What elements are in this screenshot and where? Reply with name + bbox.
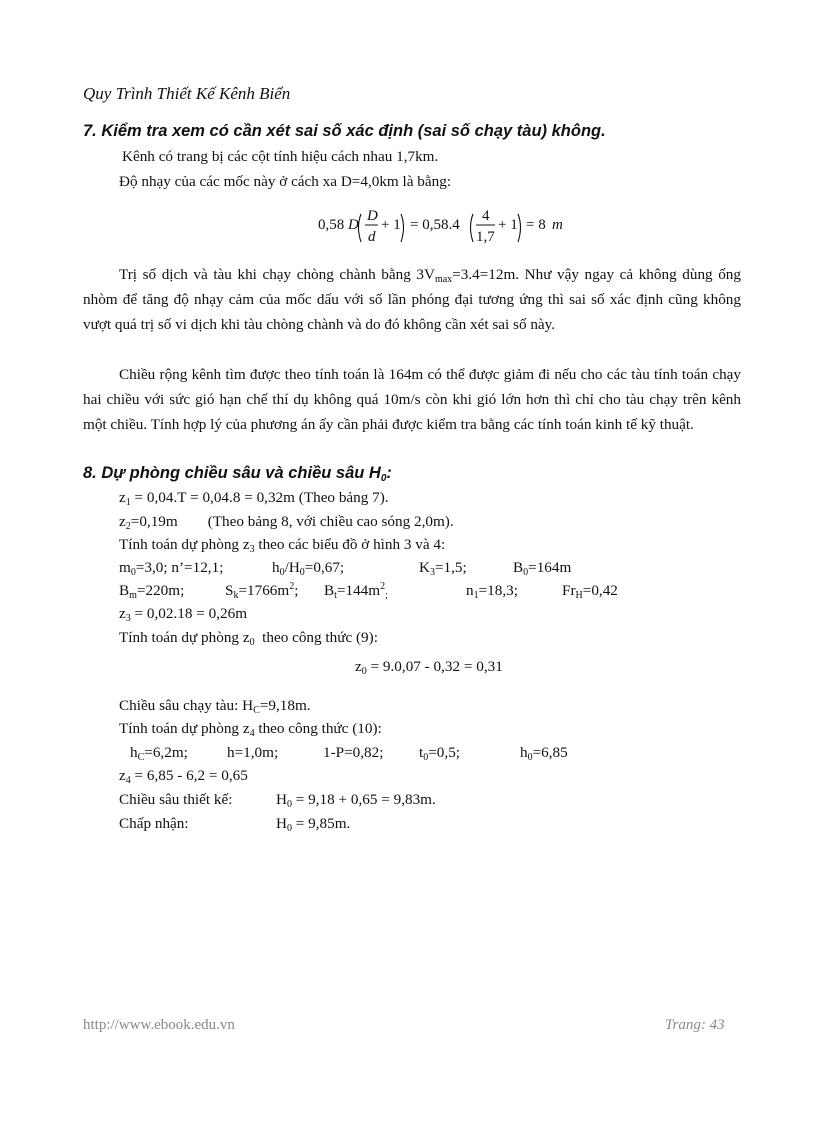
param-Sk: $S_k=1766m^2$; [225, 581, 299, 601]
param-Bm: $B_m=220m$; [119, 582, 185, 601]
paren-right-2 [518, 214, 521, 242]
accepted-label: Chấp nhận: [119, 815, 189, 832]
param-B0-val: =164m [528, 559, 572, 576]
param-h0H0-slash: /H [284, 559, 300, 576]
param-m0: $m_0=3,0$; n’=12,1; [119, 559, 224, 578]
z0-equation: $z_0 = 9.0,07 - 0,32 = 0,31$ [355, 658, 503, 677]
formula-coef: 0,58 [318, 217, 345, 233]
z4-text: = 6,85 - 6,2 = 0,65 [134, 767, 248, 784]
param-n1: $n_1=18,3$; [466, 582, 518, 601]
sensitivity-formula [318, 200, 578, 250]
z3-line: $z_3 = 0,02.18 = 0,26m$ [119, 605, 248, 624]
section-8-heading [83, 464, 392, 483]
formula-plus1b: + 1 [498, 217, 518, 233]
p1-text-b: =3.4=12m. Như vậy ngay cả không dùng ống nhòm để tăng độ nhạy cảm của mốc dấu với số lần phóng đại tương ứng thì sai số xác định cũng không vượt quá trị số vi dịch khi tàu chòng chành và do đó không cần xét sai số này. [83, 266, 741, 333]
z2-line: $z_2=0,19m$ (Theo bảng 8, với chiều cao sóng 2,0m). [119, 513, 454, 532]
param-t0-val: =0,5; [428, 744, 461, 761]
section-8-title: 8. Dự phòng chiều sâu và chiều sâu H [83, 464, 381, 482]
param-m0-val: =3,0; n’=12,1; [135, 559, 224, 576]
paren-left-2 [471, 214, 474, 242]
section-8-title-end: : [386, 464, 392, 482]
z0-intro-line: Tính toán dự phòng $z_0$ theo công thức (9): [119, 629, 378, 648]
frac-den-17: 1,7 [476, 229, 495, 245]
z3-text: = 0,02.18 = 0,26m [134, 605, 248, 622]
param-n1-val: =18,3; [478, 582, 518, 599]
formula-unit-m: m [552, 217, 563, 233]
accepted-depth-line [119, 815, 351, 834]
param-h0-val: =6,85 [532, 744, 568, 761]
z1-line: $z_1 = 0,04.T = 0,04.8 = 0,32m$ (Theo bảng 7). [119, 489, 389, 508]
z2-value: =0,19m [130, 513, 178, 530]
frac-num-4: 4 [482, 208, 490, 224]
param-Bt: $B_t=144m^2_;$ [324, 581, 388, 601]
param-FrH-val: =0,42 [582, 582, 618, 599]
z4-intro-b: theo công thức (10): [258, 720, 382, 737]
accepted-value: = 9,85m. [295, 815, 351, 832]
param-Bm-val: =220m; [136, 582, 185, 599]
param-h0: $h_0=6,85$ [520, 744, 568, 763]
design-depth-value: = 9,18 + 0,65 = 9,83m. [295, 791, 436, 808]
param-hC-val: =6,2m; [144, 744, 188, 761]
param-h0H0-val: =0,67; [304, 559, 345, 576]
param-K3-val: =1,5; [434, 559, 467, 576]
z4-line: $z_4 = 6,85 - 6,2 = 0,65$ [119, 767, 248, 786]
z4-intro-line: Tính toán dự phòng $z_4$ theo công thức (10): [119, 720, 382, 739]
paragraph-channel-width: Chiều rộng kênh tìm được theo tính toán là 164m có thể được giảm đi nếu cho các tàu tính toán chạy hai chiều với sức gió hạn chế thí dụ không quá 10m/s còn khi gió lớn hơn thì chỉ cho tàu chạy trên kênh một chiều. Tính hợp lý của phương án ấy cần phải được kiểm tra bằng các tính toán kinh tế kỹ thuật. [83, 366, 741, 433]
param-t0: $t_0=0,5$; [419, 744, 461, 763]
p1-text-a: Trị số dịch và tàu khi chạy chòng chành bằng 3V [119, 266, 435, 283]
formula-eq1: = 0,58.4 [410, 217, 460, 233]
z0-intro-a: Tính toán dự phòng z [119, 629, 250, 646]
z4-intro-a: Tính toán dự phòng z [119, 720, 250, 737]
signal-post-text: Kênh có trang bị các cột tính hiệu cách nhau 1,7km. [122, 148, 439, 165]
param-Sk-sep: ; [294, 582, 299, 599]
p1-sub: max [434, 274, 453, 285]
z2-note: (Theo bảng 8, với chiều cao sóng 2,0m). [207, 513, 454, 530]
param-hC: $h_C=6,2m$; [130, 744, 188, 763]
param-1-P: 1-P=0,82; [323, 744, 384, 761]
design-depth-line [119, 791, 436, 810]
z3-intro-a: Tính toán dự phòng z [119, 536, 250, 553]
formula-plus1a: + 1 [381, 217, 401, 233]
param-Bt-val: =144m [336, 582, 381, 599]
param-Sk-val: =1766m [238, 582, 290, 599]
z1-text: = 0,04.T = 0,04.8 = 0,32m (Theo bảng 7). [134, 489, 389, 506]
param-B0: $B_0=164m$ [513, 559, 572, 578]
frac-den-d: d [368, 229, 376, 245]
design-depth-formula: $H_0 = 9,18 + 0,65 = 9,83m$. [276, 791, 436, 810]
frac-num-D: D [367, 208, 378, 224]
param-K3: $K_3=1,5$; [419, 559, 467, 578]
param-h: h=1,0m; [227, 744, 279, 761]
param-h0H0: $h_0/H_0=0,67$; [272, 559, 345, 578]
paren-right-1 [401, 214, 404, 242]
design-depth-label: Chiều sâu thiết kế: [119, 791, 233, 808]
z3-intro-b: theo các biểu đồ ở hình 3 và 4: [258, 536, 446, 553]
hc-label: Chiều sâu chạy tàu: H [119, 697, 254, 714]
sensitivity-text: Độ nhạy của các mốc này ở cách xa D=4,0km là bằng: [119, 173, 452, 190]
z3-intro-line: Tính toán dự phòng $z_3$ theo các biểu đồ ở hình 3 và 4: [119, 536, 446, 555]
navigation-depth-line: Chiều sâu chạy tàu: $H_C=9,18m$. [119, 697, 311, 716]
running-header: Quy Trình Thiết Kế Kênh Biển [83, 84, 291, 103]
paragraph-oscillation [83, 262, 741, 337]
paren-left-1 [359, 214, 362, 242]
z0-intro-b: theo công thức (9): [262, 629, 378, 646]
formula-D: D [348, 217, 359, 233]
z0-equation-text: = 9.0,07 - 0,32 = 0,31 [370, 658, 503, 675]
formula-svg [318, 200, 578, 250]
hc-value: =9,18m. [259, 697, 311, 714]
footer-page-number: Trang: 43 [665, 1017, 725, 1033]
param-FrH: $Fr_H=0,42$ [562, 582, 618, 601]
accepted-formula: $H_0 = 9,85m$. [276, 815, 351, 834]
section-8-title-sub: 0 [380, 473, 387, 484]
footer-url: http://www.ebook.edu.vn [83, 1017, 235, 1033]
section-7-heading: 7. Kiểm tra xem có cần xét sai số xác định (sai số chạy tàu) không. [83, 122, 606, 140]
formula-eq2: = 8 [526, 217, 546, 233]
